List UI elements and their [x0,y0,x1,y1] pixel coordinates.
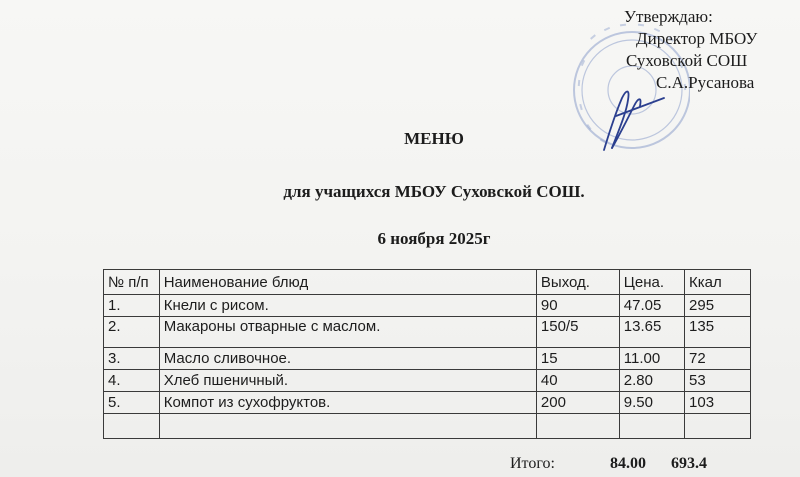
header-kcal: Ккал [685,270,751,295]
approval-organization: Суховской СОШ [626,51,748,70]
totals-kcal: 693.4 [671,455,707,472]
document-title: МЕНЮ [404,129,464,148]
header-number: № п/п [104,270,160,295]
empty-cell [159,414,536,439]
empty-cell [104,414,160,439]
row-number: 3. [104,348,160,370]
document-date: 6 ноября 2025г [377,229,491,248]
row-price: 9.50 [619,392,684,414]
row-kcal: 295 [685,295,751,317]
row-output: 40 [536,370,619,392]
row-kcal: 53 [685,370,751,392]
approval-position: Директор МБОУ [636,29,758,48]
row-price: 2.80 [619,370,684,392]
table-row [104,348,751,370]
empty-cell [536,414,619,439]
row-number: 4. [104,370,160,392]
row-dish-name: Кнели с рисом. [159,295,536,317]
approval-header: Утверждаю: [624,7,713,26]
header-dish-name: Наименование блюд [159,270,536,295]
header-output: Выход. [536,270,619,295]
approval-block [622,6,800,94]
table-row-empty [104,414,751,439]
table-row [104,317,751,348]
table-header-row [104,270,751,295]
row-kcal: 72 [685,348,751,370]
row-number: 5. [104,392,160,414]
row-output: 200 [536,392,619,414]
totals-label: Итого: [510,455,555,472]
row-kcal: 135 [685,317,751,348]
totals-price: 84.00 [610,455,646,472]
row-number: 1. [104,295,160,317]
row-price: 13.65 [619,317,684,348]
row-output: 90 [536,295,619,317]
row-number: 2. [104,317,160,348]
row-output: 15 [536,348,619,370]
approval-signatory: С.А.Русанова [656,73,755,92]
row-dish-name: Макароны отварные с маслом. [159,317,536,348]
row-output: 150/5 [536,317,619,348]
row-dish-name: Масло сливочное. [159,348,536,370]
row-dish-name: Хлеб пшеничный. [159,370,536,392]
header-price: Цена. [619,270,684,295]
menu-table [103,269,751,439]
totals-row [510,455,707,473]
row-kcal: 103 [685,392,751,414]
row-price: 11.00 [619,348,684,370]
table-row [104,392,751,414]
row-dish-name: Компот из сухофруктов. [159,392,536,414]
table-row [104,370,751,392]
row-price: 47.05 [619,295,684,317]
empty-cell [619,414,684,439]
table-row [104,295,751,317]
empty-cell [685,414,751,439]
document-subtitle: для учащихся МБОУ Суховской СОШ. [283,182,585,201]
